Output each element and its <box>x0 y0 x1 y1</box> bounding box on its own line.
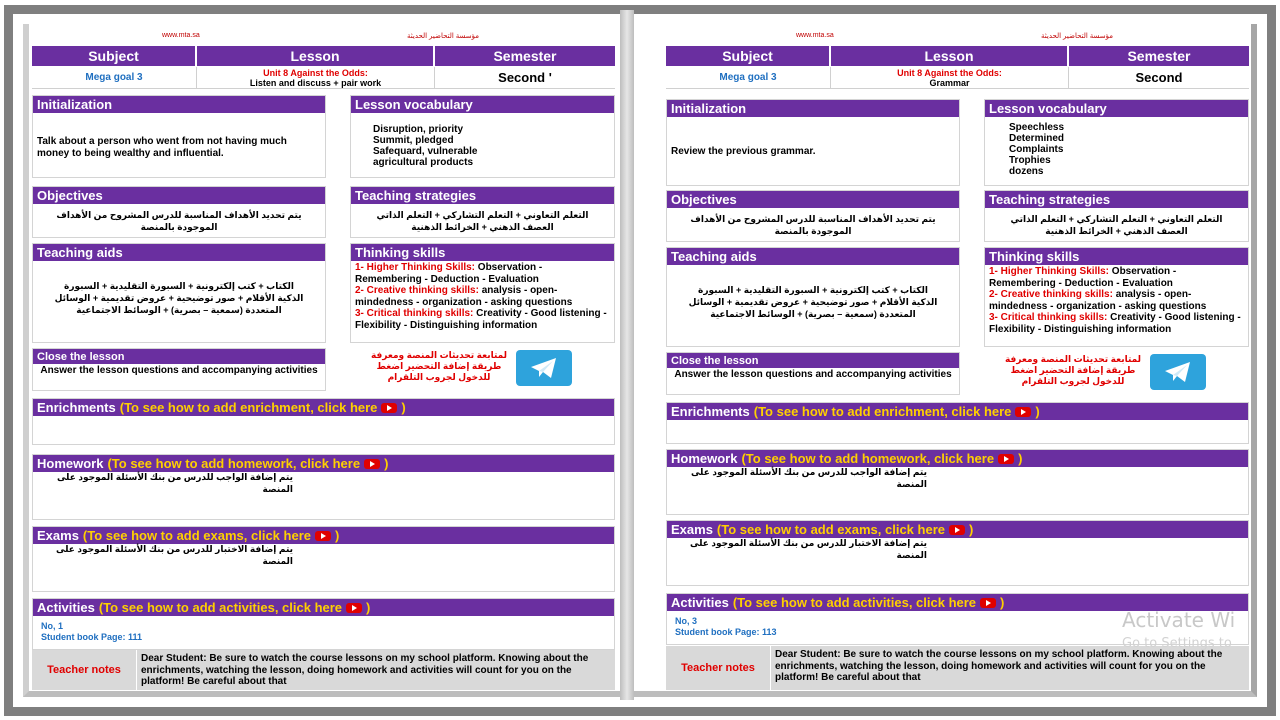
vocabulary-box <box>984 99 1249 186</box>
windows-activation-watermark: Activate Wi <box>1122 608 1236 632</box>
homework-title <box>33 455 614 472</box>
subject-value: Mega goal 3 <box>666 67 831 88</box>
lesson-value <box>197 67 435 88</box>
strategies-title: Teaching strategies <box>985 191 1248 208</box>
close-box <box>32 348 326 391</box>
lesson-subtitle: Listen and discuss + pair work <box>249 77 382 88</box>
site-url[interactable]: www.mta.sa <box>796 32 834 39</box>
lesson-header: Lesson <box>197 46 435 66</box>
initialization-box <box>32 95 326 178</box>
aids-title: Teaching aids <box>667 248 959 265</box>
strategies-title: Teaching strategies <box>351 187 614 204</box>
teacher-notes-row <box>32 650 615 690</box>
vocab-item: Safequard, vulnerable <box>373 146 478 157</box>
vocab-item: Disruption, priority <box>373 124 463 135</box>
strategies-text <box>355 209 610 235</box>
exams-label: Exams <box>671 522 713 537</box>
initialization-text: Talk about a person who went from not having much money to being wealthy and influential. <box>37 136 287 159</box>
aids-title: Teaching aids <box>33 244 325 261</box>
vocab-item: Trophies <box>1009 155 1051 166</box>
close-text: Answer the lesson questions and accompanying activities <box>40 365 318 376</box>
activity-number: No, 3 <box>675 616 698 626</box>
lesson-title: Unit 8 Against the Odds: <box>263 67 368 78</box>
table-info-row <box>32 67 615 89</box>
initialization-text: Review the previous grammar. <box>671 146 816 157</box>
activity-number: No, 1 <box>41 621 64 631</box>
homework-box <box>666 449 1249 515</box>
thinking-title: Thinking skills <box>351 244 614 261</box>
exams-box <box>32 526 615 592</box>
initialization-title: Initialization <box>33 96 325 113</box>
strategies-line: العصف الذهني + الخرائط الذهنية <box>1045 226 1188 236</box>
semester-value: Second <box>1069 67 1249 88</box>
close-title: Close the lesson <box>667 353 959 368</box>
objectives-box <box>32 186 326 238</box>
subject-header: Subject <box>666 46 831 66</box>
activities-link[interactable]: (To see how to add activities, click here <box>732 595 977 610</box>
telegram-follow-text[interactable]: لمتابعة تحديثات المنصة ومعرفة طريقة إضافة التحضير اضغط للدخول لجروب التلقرام <box>370 350 508 382</box>
homework-link[interactable]: (To see how to add homework, click here <box>107 456 361 471</box>
exams-title <box>33 527 614 544</box>
thinking-text <box>355 262 610 340</box>
initialization-box <box>666 99 960 186</box>
strategies-box <box>984 190 1249 242</box>
telegram-icon[interactable] <box>516 350 572 386</box>
page-divider <box>620 10 634 700</box>
vocab-item: Complaints <box>1009 144 1064 155</box>
thinking-h3: 3- Critical thinking skills: <box>355 308 474 319</box>
exams-link[interactable]: (To see how to add exams, click here <box>716 522 945 537</box>
thinking-t3: Creativity - Good listening - Flexibility - Distinguishing information <box>989 312 1241 335</box>
strategies-line: التعلم التعاوني + التعلم التشاركي + التعلم الذاتي <box>1010 214 1223 224</box>
activities-text <box>37 621 610 647</box>
enrichments-label: Enrichments <box>37 400 116 415</box>
aids-box <box>666 247 960 347</box>
lesson-subtitle: Grammar <box>929 77 970 88</box>
telegram-icon[interactable] <box>1150 354 1206 390</box>
homework-label: Homework <box>671 451 738 466</box>
table-header <box>666 46 1249 66</box>
vocabulary-title: Lesson vocabulary <box>351 96 614 113</box>
site-url[interactable]: www.mta.sa <box>162 32 200 39</box>
teacher-notes-label: Teacher notes <box>47 664 121 676</box>
objectives-title: Objectives <box>667 191 959 208</box>
enrichments-box <box>666 402 1249 444</box>
activities-label: Activities <box>671 595 729 610</box>
activities-link-end: ) <box>1000 595 1005 610</box>
enrichments-box <box>32 398 615 445</box>
youtube-icon[interactable] <box>949 525 965 535</box>
vocab-item: agricultural products <box>373 157 474 168</box>
exams-text: يتم إضافة الاختبار للدرس من بنك الأسئلة الموجود على المنصة <box>55 544 293 566</box>
thinking-t2: analysis - open-mindedness - organization - asking questions <box>355 285 573 308</box>
thinking-t2: analysis - open-mindedness - organization - asking questions <box>989 289 1207 312</box>
semester-header: Semester <box>435 46 615 66</box>
objectives-box <box>666 190 960 242</box>
close-text: Answer the lesson questions and accompanying activities <box>674 369 952 380</box>
exams-text: يتم إضافة الاختبار للدرس من بنك الأسئلة الموجود على المنصة <box>689 538 927 560</box>
teacher-notes-row <box>666 646 1249 690</box>
exams-link-end: ) <box>968 522 974 537</box>
aids-text: الكتاب + كتب إلكترونية + السبورة التقليدية + السبورة الذكية الأقلام + صور توضيحية + عروض تقديمية + الوسائل المتعددة (سمعية – بصرية) + الوسائط الاجتماعية <box>688 285 938 319</box>
lesson-plan-page-left <box>32 34 618 694</box>
exams-link-end: ) <box>334 528 340 543</box>
lesson-title: Unit 8 Against the Odds: <box>897 67 1002 78</box>
youtube-icon[interactable] <box>315 531 331 541</box>
homework-link-end: ) <box>384 456 389 471</box>
vocabulary-list <box>355 124 610 175</box>
activity-page: Student book Page: 113 <box>675 627 777 637</box>
youtube-icon[interactable] <box>980 598 996 608</box>
thinking-h1: 1- Higher Thinking Skills: <box>989 266 1110 277</box>
teacher-notes-text: Dear Student: Be sure to watch the course lessons on my school platform. Knowing about the enrichments, watching the lesson, doing homework and activities will count for you on the platform! Be careful about that <box>136 650 615 690</box>
youtube-icon[interactable] <box>364 459 380 469</box>
homework-box <box>32 454 615 520</box>
close-box <box>666 352 960 395</box>
enrichments-link-end: ) <box>401 400 406 415</box>
strategies-line: العصف الذهني + الخرائط الذهنية <box>411 222 554 232</box>
site-org: مؤسسة التحاضير الحديثة <box>407 33 479 40</box>
thinking-title: Thinking skills <box>985 248 1248 265</box>
vocabulary-title: Lesson vocabulary <box>985 100 1248 117</box>
thinking-h1: 1- Higher Thinking Skills: <box>355 262 476 273</box>
lesson-header: Lesson <box>831 46 1069 66</box>
homework-link[interactable]: (To see how to add homework, click here <box>741 451 995 466</box>
activities-box <box>32 598 615 650</box>
aids-text: الكتاب + كتب إلكترونية + السبورة التقليدية + السبورة الذكية الأقلام + صور توضيحية + عروض تقديمية + الوسائل المتعددة (سمعية – بصرية) + الوسائط الاجتماعية <box>54 281 304 315</box>
teacher-notes-text: Dear Student: Be sure to watch the course lessons on my school platform. Knowing about the enrichments, watching the lesson, doing homework and activities will count for you on the platform! Be careful about that <box>770 646 1249 690</box>
table-info-row <box>666 67 1249 89</box>
site-header <box>666 32 1252 42</box>
activities-title <box>33 599 614 616</box>
vocabulary-list <box>989 122 1244 183</box>
subject-header: Subject <box>32 46 197 66</box>
lesson-plan-page-right <box>666 34 1252 694</box>
vocab-item: Summit, pledged <box>373 135 454 146</box>
youtube-icon[interactable] <box>346 603 362 613</box>
enrichments-link-end: ) <box>1035 404 1040 419</box>
homework-text: يتم إضافة الواجب للدرس من بنك الأسئلة الموجود على المنصة <box>690 467 927 489</box>
homework-label: Homework <box>37 456 104 471</box>
telegram-follow-text[interactable]: لمتابعة تحديثات المنصة ومعرفة طريقة إضافة التحضير اضغط للدخول لجروب التلقرام <box>1004 354 1142 386</box>
enrichments-label: Enrichments <box>671 404 750 419</box>
strategies-text <box>989 213 1244 239</box>
thinking-text <box>989 266 1244 344</box>
vocab-item: Speechless <box>1009 122 1065 133</box>
strategies-line: التعلم التعاوني + التعلم التشاركي + التعلم الذاتي <box>376 210 589 220</box>
exams-label: Exams <box>37 528 79 543</box>
vocab-item: dozens <box>1009 166 1044 177</box>
exams-title <box>667 521 1248 538</box>
activities-link-end: ) <box>366 600 371 615</box>
initialization-title: Initialization <box>667 100 959 117</box>
youtube-icon[interactable] <box>1015 407 1031 417</box>
activities-label: Activities <box>37 600 95 615</box>
youtube-icon[interactable] <box>998 454 1014 464</box>
homework-text: يتم إضافة الواجب للدرس من بنك الأسئلة الموجود على المنصة <box>56 472 293 494</box>
site-org: مؤسسة التحاضير الحديثة <box>1041 33 1113 40</box>
strategies-box <box>350 186 615 238</box>
thinking-t1: Observation - Remembering - Deduction - Evaluation <box>355 262 543 285</box>
table-header <box>32 46 615 66</box>
thinking-h2: 2- Creative thinking skills: <box>989 289 1113 300</box>
homework-title <box>667 450 1248 467</box>
lesson-value <box>831 67 1069 88</box>
objectives-title: Objectives <box>33 187 325 204</box>
vocab-item: Determined <box>1009 133 1065 144</box>
semester-value: Second ' <box>435 67 615 88</box>
exams-box <box>666 520 1249 586</box>
thinking-h2: 2- Creative thinking skills: <box>355 285 479 296</box>
teacher-notes-label: Teacher notes <box>681 662 755 674</box>
close-title: Close the lesson <box>33 349 325 364</box>
enrichments-link[interactable]: (To see how to add enrichment, click here <box>119 400 378 415</box>
site-header <box>32 32 618 42</box>
vocabulary-box <box>350 95 615 178</box>
enrichments-link[interactable]: (To see how to add enrichment, click here <box>753 404 1012 419</box>
objectives-text: يتم تحديد الأهداف المناسبة للدرس المشروح من الأهداف الموجودة بالمنصة <box>690 214 936 236</box>
aids-box <box>32 243 326 343</box>
enrichments-title <box>33 399 614 416</box>
thinking-box <box>984 247 1249 347</box>
thinking-box <box>350 243 615 343</box>
thinking-h3: 3- Critical thinking skills: <box>989 312 1108 323</box>
youtube-icon[interactable] <box>381 403 397 413</box>
semester-header: Semester <box>1069 46 1249 66</box>
activities-link[interactable]: (To see how to add activities, click here <box>98 600 343 615</box>
homework-link-end: ) <box>1018 451 1023 466</box>
objectives-text: يتم تحديد الأهداف المناسبة للدرس المشروح من الأهداف الموجودة بالمنصة <box>56 210 302 232</box>
activity-page: Student book Page: 111 <box>41 632 143 642</box>
thinking-t1: Observation - Remembering - Deduction - Evaluation <box>989 266 1177 289</box>
subject-value: Mega goal 3 <box>32 67 197 88</box>
enrichments-title <box>667 403 1248 420</box>
exams-link[interactable]: (To see how to add exams, click here <box>82 528 311 543</box>
thinking-t3: Creativity - Good listening - Flexibility - Distinguishing information <box>355 308 607 331</box>
windows-activation-subtext[interactable]: Go to Settings to <box>1122 636 1232 651</box>
